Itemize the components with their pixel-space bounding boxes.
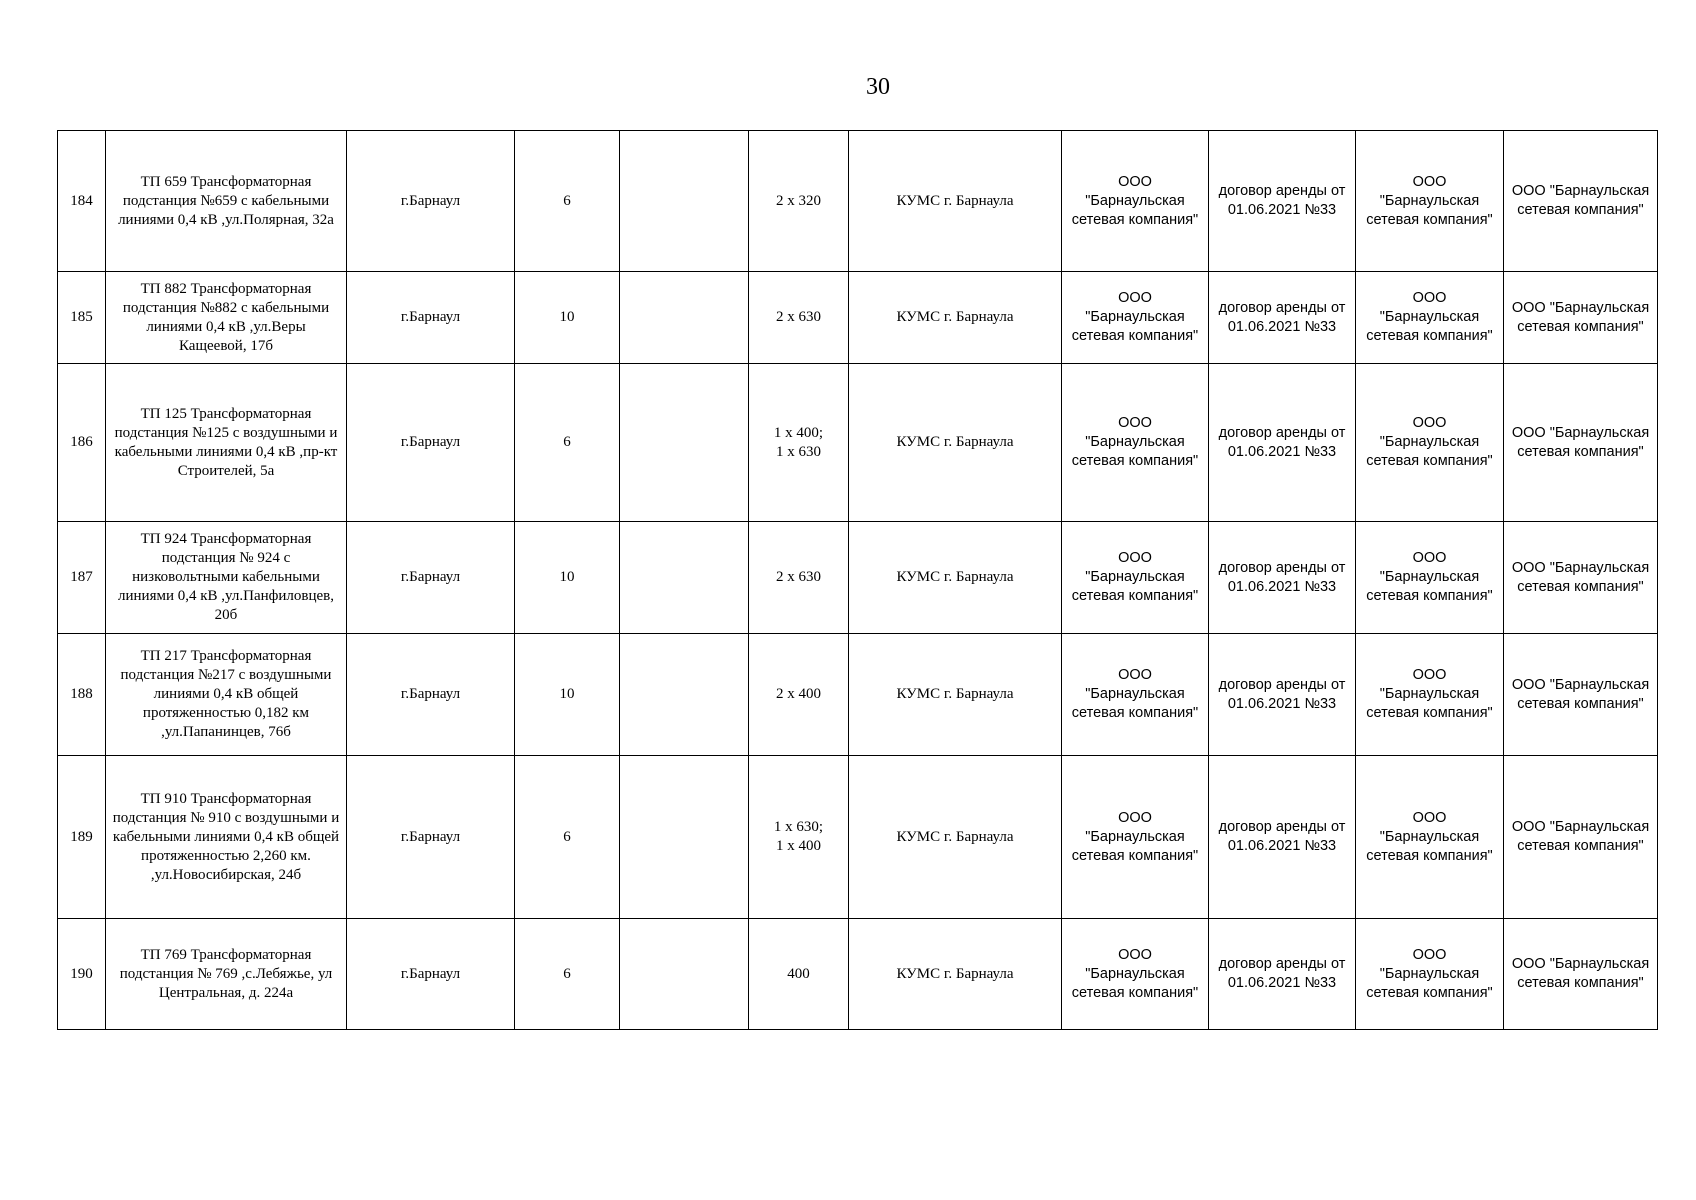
capacity-value: 2 х 400	[749, 634, 849, 756]
holder-name: ООО "Барнаульская сетевая компания"	[1062, 634, 1209, 756]
operator-name: ООО "Барнаульская сетевая компания"	[1356, 919, 1504, 1030]
page-number: 30	[866, 74, 890, 100]
table-row	[58, 919, 1658, 1030]
contract-info: договор аренды от 01.06.2021 №33	[1209, 756, 1356, 919]
contract-info: договор аренды от 01.06.2021 №33	[1209, 522, 1356, 634]
capacity-value: 2 х 630	[749, 522, 849, 634]
empty-cell	[620, 919, 749, 1030]
object-name: ТП 924 Трансформаторная подстанция № 924 с низковольтными кабельными линиями 0,4 кВ ,ул.Панфиловцев, 20б	[106, 522, 347, 634]
owner-body: КУМС г. Барнаула	[849, 756, 1062, 919]
holder-name: ООО "Барнаульская сетевая компания"	[1062, 364, 1209, 522]
user-name: ООО "Барнаульская сетевая компания"	[1504, 364, 1658, 522]
holder-name: ООО "Барнаульская сетевая компания"	[1062, 522, 1209, 634]
holder-name: ООО "Барнаульская сетевая компания"	[1062, 756, 1209, 919]
owner-body: КУМС г. Барнаула	[849, 131, 1062, 272]
table-row	[58, 522, 1658, 634]
table-row	[58, 756, 1658, 919]
user-name: ООО "Барнаульская сетевая компания"	[1504, 756, 1658, 919]
operator-name: ООО "Барнаульская сетевая компания"	[1356, 364, 1504, 522]
row-number: 188	[58, 634, 106, 756]
capacity-value: 2 х 630	[749, 272, 849, 364]
voltage-value: 6	[515, 364, 620, 522]
voltage-value: 10	[515, 272, 620, 364]
object-location: г.Барнаул	[347, 364, 515, 522]
contract-info: договор аренды от 01.06.2021 №33	[1209, 131, 1356, 272]
owner-body: КУМС г. Барнаула	[849, 634, 1062, 756]
voltage-value: 6	[515, 919, 620, 1030]
table-row	[58, 131, 1658, 272]
voltage-value: 10	[515, 522, 620, 634]
row-number: 187	[58, 522, 106, 634]
contract-info: договор аренды от 01.06.2021 №33	[1209, 919, 1356, 1030]
operator-name: ООО "Барнаульская сетевая компания"	[1356, 131, 1504, 272]
empty-cell	[620, 756, 749, 919]
empty-cell	[620, 522, 749, 634]
operator-name: ООО "Барнаульская сетевая компания"	[1356, 522, 1504, 634]
table-row	[58, 272, 1658, 364]
user-name: ООО "Барнаульская сетевая компания"	[1504, 522, 1658, 634]
user-name: ООО "Барнаульская сетевая компания"	[1504, 131, 1658, 272]
capacity-value: 2 х 320	[749, 131, 849, 272]
table-row	[58, 634, 1658, 756]
object-location: г.Барнаул	[347, 272, 515, 364]
row-number: 184	[58, 131, 106, 272]
empty-cell	[620, 634, 749, 756]
holder-name: ООО "Барнаульская сетевая компания"	[1062, 919, 1209, 1030]
object-name: ТП 769 Трансформаторная подстанция № 769 ,с.Лебяжье, ул Центральная, д. 224а	[106, 919, 347, 1030]
owner-body: КУМС г. Барнаула	[849, 364, 1062, 522]
contract-info: договор аренды от 01.06.2021 №33	[1209, 272, 1356, 364]
owner-body: КУМС г. Барнаула	[849, 272, 1062, 364]
operator-name: ООО "Барнаульская сетевая компания"	[1356, 272, 1504, 364]
object-name: ТП 910 Трансформаторная подстанция № 910 с воздушными и кабельными линиями 0,4 кВ общей протяженностью 2,260 км. ,ул.Новосибирская, 24б	[106, 756, 347, 919]
capacity-value: 1 х 400; 1 х 630	[749, 364, 849, 522]
table-row	[58, 364, 1658, 522]
operator-name: ООО "Барнаульская сетевая компания"	[1356, 756, 1504, 919]
contract-info: договор аренды от 01.06.2021 №33	[1209, 364, 1356, 522]
row-number: 190	[58, 919, 106, 1030]
owner-body: КУМС г. Барнаула	[849, 919, 1062, 1030]
user-name: ООО "Барнаульская сетевая компания"	[1504, 634, 1658, 756]
operator-name: ООО "Барнаульская сетевая компания"	[1356, 634, 1504, 756]
object-location: г.Барнаул	[347, 634, 515, 756]
object-location: г.Барнаул	[347, 919, 515, 1030]
capacity-value: 1 х 630; 1 х 400	[749, 756, 849, 919]
object-location: г.Барнаул	[347, 131, 515, 272]
holder-name: ООО "Барнаульская сетевая компания"	[1062, 272, 1209, 364]
contract-info: договор аренды от 01.06.2021 №33	[1209, 634, 1356, 756]
empty-cell	[620, 364, 749, 522]
object-location: г.Барнаул	[347, 756, 515, 919]
voltage-value: 10	[515, 634, 620, 756]
voltage-value: 6	[515, 756, 620, 919]
row-number: 186	[58, 364, 106, 522]
capacity-value: 400	[749, 919, 849, 1030]
user-name: ООО "Барнаульская сетевая компания"	[1504, 272, 1658, 364]
user-name: ООО "Барнаульская сетевая компания"	[1504, 919, 1658, 1030]
object-name: ТП 659 Трансформаторная подстанция №659 с кабельными линиями 0,4 кВ ,ул.Полярная, 32а	[106, 131, 347, 272]
row-number: 189	[58, 756, 106, 919]
empty-cell	[620, 272, 749, 364]
voltage-value: 6	[515, 131, 620, 272]
substation-registry-table	[57, 130, 1658, 1030]
object-location: г.Барнаул	[347, 522, 515, 634]
row-number: 185	[58, 272, 106, 364]
object-name: ТП 882 Трансформаторная подстанция №882 с кабельными линиями 0,4 кВ ,ул.Веры Кащеевой, 17б	[106, 272, 347, 364]
empty-cell	[620, 131, 749, 272]
object-name: ТП 125 Трансформаторная подстанция №125 с воздушными и кабельными линиями 0,4 кВ ,пр-кт Строителей, 5а	[106, 364, 347, 522]
holder-name: ООО "Барнаульская сетевая компания"	[1062, 131, 1209, 272]
owner-body: КУМС г. Барнаула	[849, 522, 1062, 634]
object-name: ТП 217 Трансформаторная подстанция №217 с воздушными линиями 0,4 кВ общей протяженностью 0,182 км ,ул.Папанинцев, 76б	[106, 634, 347, 756]
